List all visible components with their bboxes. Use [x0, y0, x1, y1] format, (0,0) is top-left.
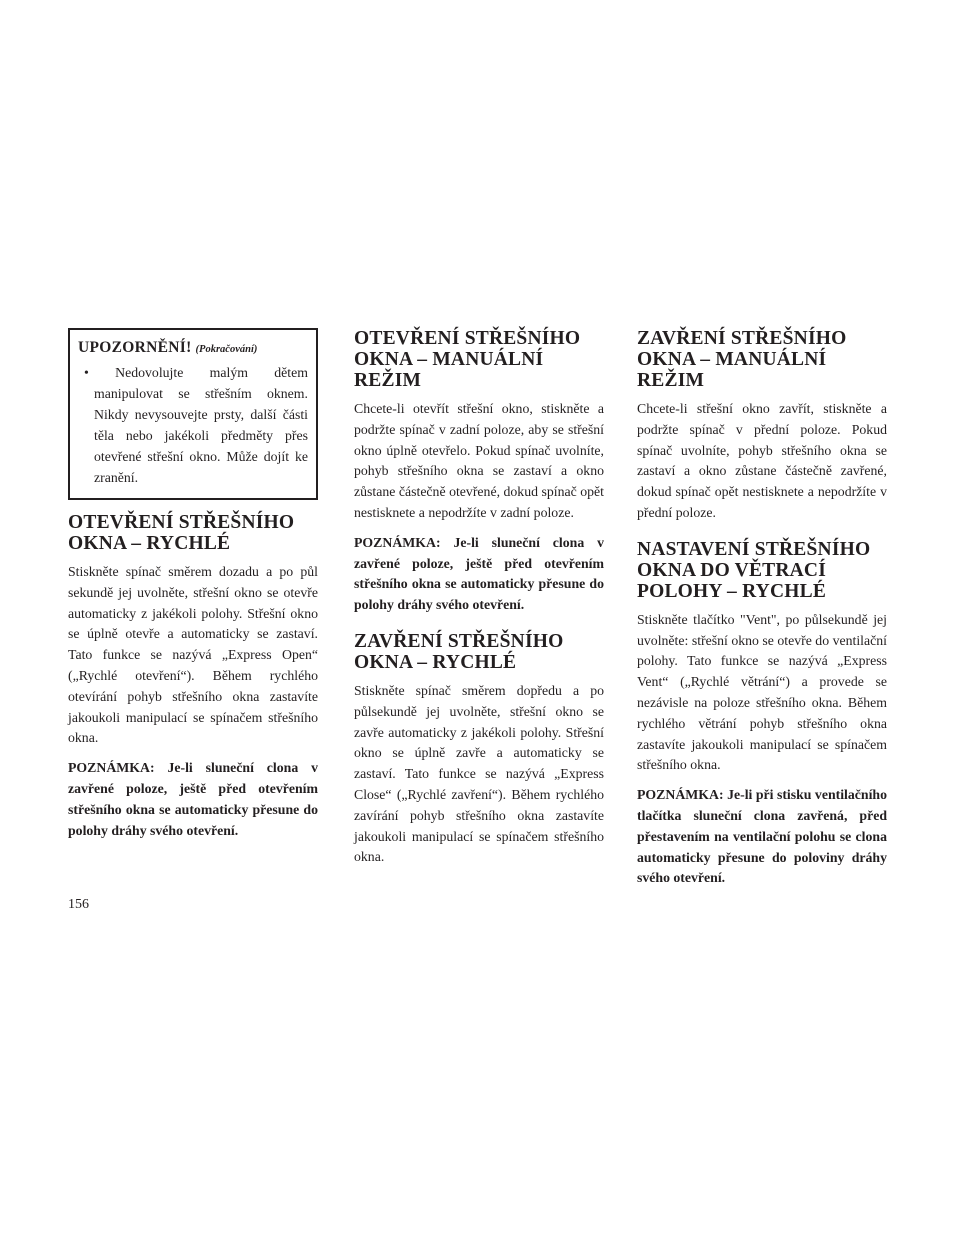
heading-manual-close: ZAVŘENÍ STŘEŠNÍHO OKNA – MANUÁLNÍ REŽIM: [637, 328, 847, 391]
page-number: 156: [68, 897, 89, 912]
warning-box: [68, 328, 318, 500]
warning-item: • Nedovolujte malým dětem manipulovat se střešním oknem. Nikdy nevysouvejte prsty, další části těla nebo jakékoli předměty přes otevřené střešní okno. Může dojít ke zranění.: [84, 365, 308, 485]
paragraph-manual-close: Chcete-li střešní okno zavřít, stiskněte a podržte spínač v přední poloze. Pokud spínač uvolníte, pohyb střešního okna se zastaví a okno zůstane částečně zavřené, dokud spínač opět nestisknete a nepodržíte v přední poloze.: [637, 401, 887, 520]
note-express-open: POZNÁMKA: Je-li sluneční clona v zavřené poloze, ještě před otevřením střešního okna se automaticky přesune do polohy dráhy svého otevření.: [68, 760, 318, 838]
paragraph-express-open: Stiskněte spínač směrem dozadu a po půl sekundě jej uvolněte, střešní okno se otevře automaticky z jakékoli polohy. Střešní okno se úplně otevře a automaticky se zastaví. Tato funkce se nazývá „Express Open“ („Rychlé otevření“). Během rychlého otevírání pohyb střešního okna zastavíte jakoukoli manipulací se spínačem střešního okna.: [68, 564, 318, 746]
paragraph-express-vent: Stiskněte tlačítko "Vent", po půlsekundě jej uvolněte: střešní okno se otevře do ventilační polohy. Tato funkce se nazývá „Express Vent“ („Rychlé větrání“) a provede se nezávisle na poloze střešního okna. Během rychlého větrání pohyb střešního okna zastavíte jakoukoli manipulací se spínačem střešního okna.: [637, 611, 887, 773]
note-express-vent: POZNÁMKA: Je-li při stisku ventilačního tlačítka sluneční clona zavřená, před přestavením na ventilační polohu se clona automaticky přesune do poloviny dráhy svého otevření.: [637, 787, 887, 886]
warning-title: UPOZORNĚNÍ!: [78, 339, 192, 356]
heading-manual-open: OTEVŘENÍ STŘEŠNÍHO OKNA – MANUÁLNÍ REŽIM: [354, 328, 581, 391]
heading-express-vent: NASTAVENÍ STŘEŠNÍHO OKNA DO VĚTRACÍ POLOHY – RYCHLÉ: [637, 538, 871, 602]
column-3: [637, 328, 887, 898]
column-1: [68, 328, 318, 850]
column-2: [354, 328, 604, 877]
heading-express-close: ZAVŘENÍ STŘEŠNÍHO OKNA – RYCHLÉ: [354, 630, 564, 673]
note-manual-open: POZNÁMKA: Je-li sluneční clona v zavřené poloze, ještě před otevřením střešního okna se automaticky přesune do polohy dráhy svého otevření.: [354, 534, 604, 613]
paragraph-express-close: Stiskněte spínač směrem dopředu a po půlsekundě jej uvolněte, střešní okno se zavře automaticky z jakékoli polohy. Střešní okno se úplně zavře a automaticky se zastaví. Tato funkce se nazývá „Express Close“ („Rychlé zavření“). Během rychlého zavírání pohyb střešního okna zastavíte jakoukoli manipulací se spínačem střešního okna.: [354, 682, 604, 865]
warning-header: [78, 339, 308, 357]
warning-continued: (Pokračování): [195, 344, 258, 355]
paragraph-manual-open: Chcete-li otevřít střešní okno, stiskněte a podržte spínač v zadní poloze, aby se střešní okno úplně otevřelo. Pokud spínač uvolníte, pohyb střešního okna se zastaví a okno zůstane částečně otevřené, dokud spínač opět nestisknete a nepodržíte v zadní poloze.: [354, 401, 604, 520]
heading-express-open: OTEVŘENÍ STŘEŠNÍHO OKNA – RYCHLÉ: [68, 512, 295, 554]
